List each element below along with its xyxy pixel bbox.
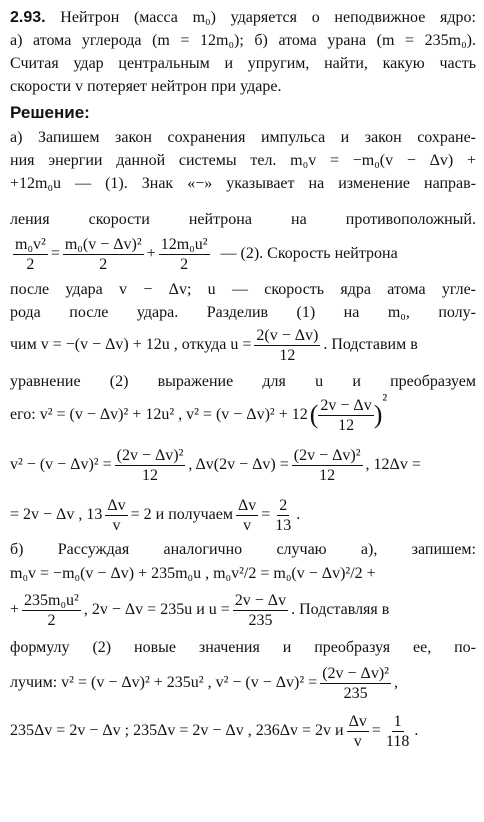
text: . Подставим в <box>323 336 418 353</box>
denominator: 2 <box>26 255 35 273</box>
denominator: 118 <box>385 732 410 750</box>
plus-sign: + <box>10 601 20 618</box>
numerator: (2v − Δv)² <box>293 446 361 464</box>
exponent: ² <box>382 392 388 409</box>
text: 235Δv = 2v − Δv ; 235Δv = 2v − Δv , 236Δv = 2v и <box>10 722 344 739</box>
solution-b-line-5 <box>10 660 476 706</box>
fraction <box>292 446 363 485</box>
denominator: 235 <box>248 611 273 629</box>
denominator: 235 <box>343 684 368 702</box>
denominator: 12 <box>279 346 296 364</box>
solution-b-line-4: формулу (2) новые значения и преобразуя ее, по- <box>10 639 476 656</box>
numerator: 2v − Δv <box>234 591 287 609</box>
fraction <box>159 235 210 274</box>
equation-2 <box>10 234 476 274</box>
equals-sign: = <box>50 245 60 262</box>
numerator: 235m₀u² <box>24 591 79 609</box>
solution-b-line-3 <box>10 588 476 632</box>
denominator: 13 <box>275 516 292 534</box>
solution-a-line-12 <box>10 492 476 538</box>
denominator: 2 <box>180 255 189 273</box>
solution-b-line-2: m₀v = −m₀(v − Δv) + 235m₀u , m₀v²/2 = m₀(v − Δv)²/2 + <box>10 565 376 582</box>
text: его: v² = (v − Δv)² + 12u² , v² = (v − Δv)² + 12 <box>10 406 308 423</box>
text: = 2v − Δv , 13 <box>10 506 103 523</box>
problem-number: 2.93. <box>10 9 46 26</box>
fraction <box>318 396 373 435</box>
numerator: 2(v − Δv) <box>256 326 319 344</box>
text: . <box>296 506 301 523</box>
numerator: m₀(v − Δv)² <box>64 235 142 253</box>
problem-line-3: Считая удар центральным и упругим, найти, какую часть <box>10 55 476 72</box>
problem-line-4: скорости v потеряет нейтрон при ударе. <box>10 78 282 95</box>
numerator: 2v − Δv <box>320 396 372 414</box>
denominator: 12 <box>141 466 158 484</box>
solution-a-line-1: а) Запишем закон сохранения импульса и закон сохране- <box>10 129 476 146</box>
numerator: Δv <box>348 712 367 730</box>
fraction <box>236 496 258 535</box>
fraction <box>63 235 144 274</box>
numerator: 2 <box>279 496 288 514</box>
fraction <box>273 496 293 535</box>
paren-close: ) <box>373 400 383 429</box>
equation-2-label: — (2). Скорость нейтрона <box>220 245 398 262</box>
solution-b-line-6 <box>10 708 476 754</box>
solution-a-line-4: ления скорости нейтрона на противоположный. <box>10 211 476 228</box>
denominator: 12 <box>338 416 355 434</box>
paren-open: ( <box>309 400 319 429</box>
denominator: 2 <box>47 611 56 629</box>
text: , Δv(2v − Δv) = <box>188 456 289 473</box>
solution-a-line-6: после удара v − Δv; u — скорость ядра атома угле- <box>10 281 476 298</box>
numerator: Δv <box>107 496 126 514</box>
numerator: m₀v² <box>15 235 46 253</box>
problem-line-2: а) атома углерода (m = 12m₀); б) атома урана (m = 235m₀). <box>10 32 476 49</box>
solution-heading: Решение: <box>10 103 90 122</box>
fraction <box>22 591 81 630</box>
fraction <box>233 591 288 630</box>
solution-a-line-10 <box>10 392 476 438</box>
text: . <box>414 722 419 739</box>
numerator: 12m₀u² <box>160 235 208 253</box>
fraction <box>105 496 127 535</box>
numerator: (2v − Δv)² <box>116 446 184 464</box>
fraction <box>13 235 48 274</box>
fraction <box>254 326 320 365</box>
text: . Подставляя в <box>291 601 390 618</box>
numerator: 1 <box>393 712 402 730</box>
fraction <box>320 664 391 703</box>
problem-text-1: Нейтрон (масса m₀) ударяется о неподвижное ядро: <box>60 9 476 26</box>
fraction <box>384 712 411 751</box>
text: , 2v − Δv = 235u и u = <box>83 601 230 618</box>
denominator: v <box>112 516 121 534</box>
solution-a-line-2: ния энергии данной системы тел. m₀v = −m₀(v − Δv) + <box>10 152 476 169</box>
text: v² − (v − Δv)² = <box>10 456 112 473</box>
denominator: 12 <box>319 466 336 484</box>
text: = 2 и получаем <box>130 506 233 523</box>
solution-b-line-1: б) Рассуждая аналогично случаю а), запишем: <box>10 541 476 558</box>
text: , <box>393 674 398 691</box>
fraction <box>347 712 369 751</box>
equals-sign: = <box>371 722 381 739</box>
problem-line-1 <box>10 8 476 28</box>
solution-a-line-8 <box>10 324 476 366</box>
equals-sign: = <box>261 506 271 523</box>
numerator: Δv <box>237 496 257 514</box>
solution-a-line-3: +12m₀u — (1). Знак «−» указывает на изменение направ- <box>10 175 476 192</box>
solution-a-line-11 <box>10 442 476 488</box>
solution-a-line-7: рода после удара. Разделив (1) на m₀, полу- <box>10 304 476 321</box>
text: лучим: v² = (v − Δv)² + 235u² , v² − (v − Δv)² = <box>10 674 318 691</box>
solution-a-line-9: уравнение (2) выражение для u и преобразуем <box>10 373 476 390</box>
denominator: v <box>353 732 362 750</box>
fraction <box>115 446 186 485</box>
denominator: v <box>243 516 252 534</box>
numerator: (2v − Δv)² <box>322 664 389 682</box>
text: чим v = −(v − Δv) + 12u , откуда u = <box>10 336 252 353</box>
plus-sign: + <box>146 245 156 262</box>
denominator: 2 <box>99 255 108 273</box>
text: , 12Δv = <box>365 456 421 473</box>
